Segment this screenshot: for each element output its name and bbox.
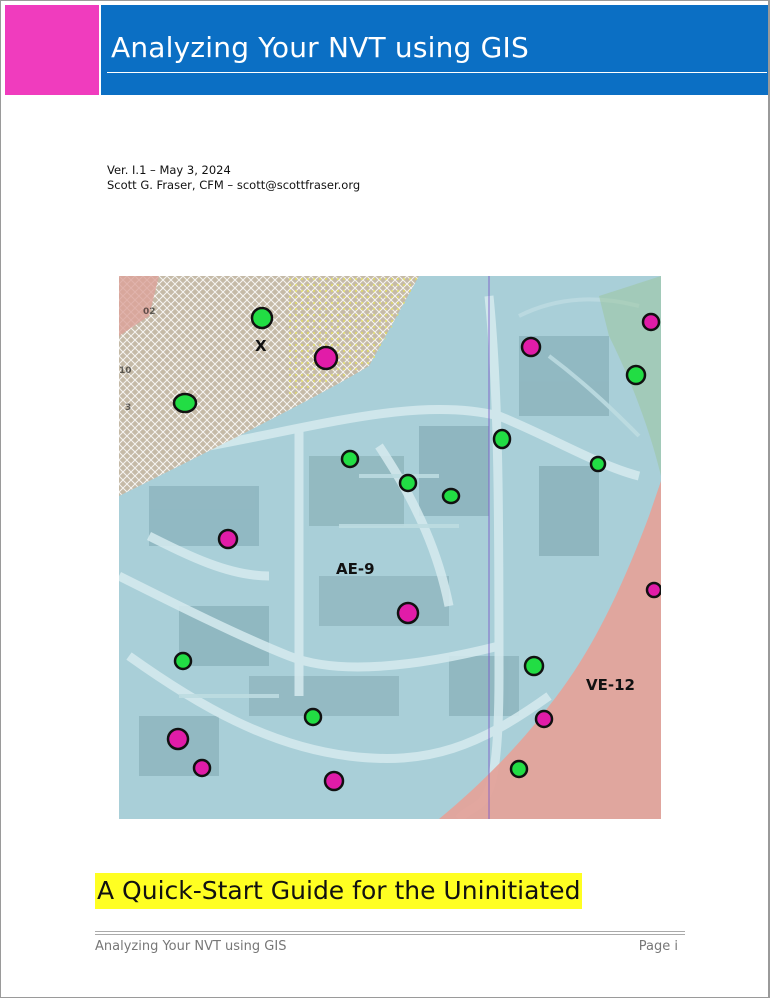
green-point — [252, 308, 272, 328]
edge-label-02: 02 — [143, 307, 156, 317]
green-point — [443, 489, 459, 503]
document-subtitle: A Quick-Start Guide for the Uninitiated — [95, 873, 582, 909]
green-point — [342, 451, 358, 467]
green-point — [400, 475, 416, 491]
author-line: Scott G. Fraser, CFM – scott@scottfraser.org — [107, 178, 361, 192]
flood-zone-map — [119, 276, 661, 819]
magenta-point — [398, 603, 418, 623]
footer-rule-bottom — [95, 934, 685, 935]
footer-title: Analyzing Your NVT using GIS — [95, 939, 287, 954]
zone-label-ae: AE-9 — [336, 560, 375, 578]
magenta-point — [315, 347, 337, 369]
green-point — [627, 366, 645, 384]
version-line: Ver. I.1 – May 3, 2024 — [107, 163, 231, 177]
map-svg — [119, 276, 661, 819]
document-title: Analyzing Your NVT using GIS — [111, 31, 529, 64]
green-point — [174, 394, 196, 412]
title-block — [101, 5, 770, 95]
magenta-point — [219, 530, 237, 548]
green-point — [305, 709, 321, 725]
magenta-point — [536, 711, 552, 727]
zone-label-x: X — [255, 337, 267, 355]
magenta-point — [325, 772, 343, 790]
green-point — [494, 430, 510, 448]
edge-label-3: 3 — [125, 403, 132, 413]
magenta-point — [522, 338, 540, 356]
green-point — [591, 457, 605, 471]
green-point — [525, 657, 543, 675]
magenta-point — [168, 729, 188, 749]
edge-label-10: 10 — [119, 366, 132, 376]
magenta-point — [643, 314, 659, 330]
zone-label-ve: VE-12 — [586, 676, 635, 694]
green-point — [175, 653, 191, 669]
title-underline — [107, 72, 767, 73]
green-point — [511, 761, 527, 777]
magenta-point — [647, 583, 661, 597]
title-banner — [5, 5, 770, 95]
accent-block-magenta — [5, 5, 99, 95]
magenta-point — [194, 760, 210, 776]
page-number: Page i — [638, 939, 678, 954]
footer-rule-top — [95, 931, 685, 932]
document-meta — [107, 163, 360, 193]
